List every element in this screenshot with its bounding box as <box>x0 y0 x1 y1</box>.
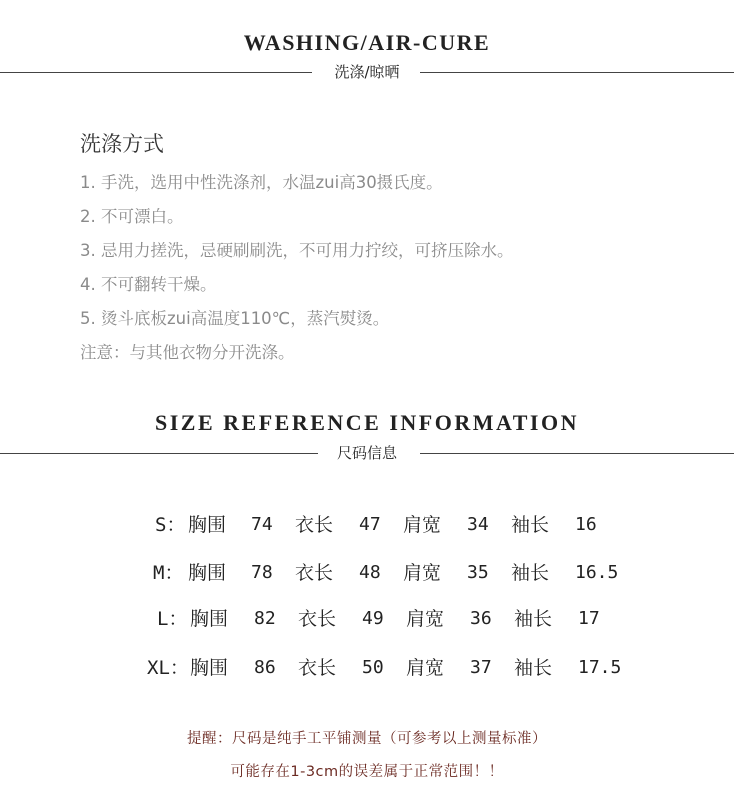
divider-right <box>420 72 734 73</box>
sleeve-value: 16.5 <box>575 562 619 583</box>
size-title: SIZE REFERENCE INFORMATION <box>155 410 579 435</box>
washing-item: 4. 不可翻转干燥。 <box>80 275 217 294</box>
length-value: 47 <box>359 514 381 535</box>
washing-instructions <box>80 130 700 370</box>
size-subtitle: 尺码信息 <box>336 444 397 462</box>
chest-value: 74 <box>251 514 273 535</box>
chest-label: 胸围 <box>188 514 227 536</box>
washing-note: 注意：与其他衣物分开洗涤。 <box>80 343 295 362</box>
sleeve-value: 16 <box>575 514 597 535</box>
sleeve-value: 17 <box>578 608 600 629</box>
tolerance-note: 可能存在1-3cm的误差属于正常范围！！ <box>230 764 504 780</box>
length-value: 50 <box>362 657 384 678</box>
size-label: S： <box>155 514 186 536</box>
size-label: XL： <box>147 657 189 679</box>
chest-value: 82 <box>254 608 276 629</box>
washing-title: WASHING/AIR-CURE <box>243 30 491 55</box>
divider-right <box>420 453 734 454</box>
length-label: 衣长 <box>298 608 337 630</box>
washing-item: 3. 忌用力搓洗，忌硬刷刷洗，不可用力拧绞，可挤压除水。 <box>80 241 514 260</box>
shoulder-label: 肩宽 <box>406 608 445 630</box>
shoulder-label: 肩宽 <box>403 514 442 536</box>
length-label: 衣长 <box>295 514 334 536</box>
size-row-l <box>0 604 734 634</box>
length-value: 49 <box>362 608 384 629</box>
size-row-s <box>0 510 734 540</box>
size-row-m <box>0 558 734 588</box>
washing-item: 5. 烫斗底板zui高温度110℃，蒸汽熨烫。 <box>80 309 390 328</box>
chest-label: 胸围 <box>190 608 229 630</box>
sleeve-label: 袖长 <box>514 657 553 679</box>
measurement-note: 提醒：尺码是纯手工平铺测量（可参考以上测量标准） <box>187 731 547 747</box>
shoulder-value: 37 <box>470 657 492 678</box>
shoulder-label: 肩宽 <box>403 562 442 584</box>
size-row-xl <box>0 653 734 683</box>
size-label: M： <box>153 562 184 584</box>
shoulder-value: 35 <box>467 562 489 583</box>
length-value: 48 <box>359 562 381 583</box>
washing-subtitle-row <box>0 62 734 82</box>
washing-item: 1. 手洗，选用中性洗涤剂，水温zui高30摄氏度。 <box>80 173 443 192</box>
chest-label: 胸围 <box>190 657 229 679</box>
shoulder-value: 34 <box>467 514 489 535</box>
chest-value: 78 <box>251 562 273 583</box>
chest-value: 86 <box>254 657 276 678</box>
washing-subtitle: 洗涤/晾晒 <box>334 63 400 81</box>
size-subtitle-row <box>0 443 734 463</box>
length-label: 衣长 <box>295 562 334 584</box>
sleeve-label: 袖长 <box>511 514 550 536</box>
sleeve-value: 17.5 <box>578 657 622 678</box>
chest-label: 胸围 <box>188 562 227 584</box>
sleeve-label: 袖长 <box>511 562 550 584</box>
size-label: L： <box>157 608 188 630</box>
sleeve-label: 袖长 <box>514 608 553 630</box>
washing-heading: 洗涤方式 <box>80 132 164 156</box>
shoulder-value: 36 <box>470 608 492 629</box>
washing-item: 2. 不可漂白。 <box>80 207 184 226</box>
shoulder-label: 肩宽 <box>406 657 445 679</box>
length-label: 衣长 <box>298 657 337 679</box>
